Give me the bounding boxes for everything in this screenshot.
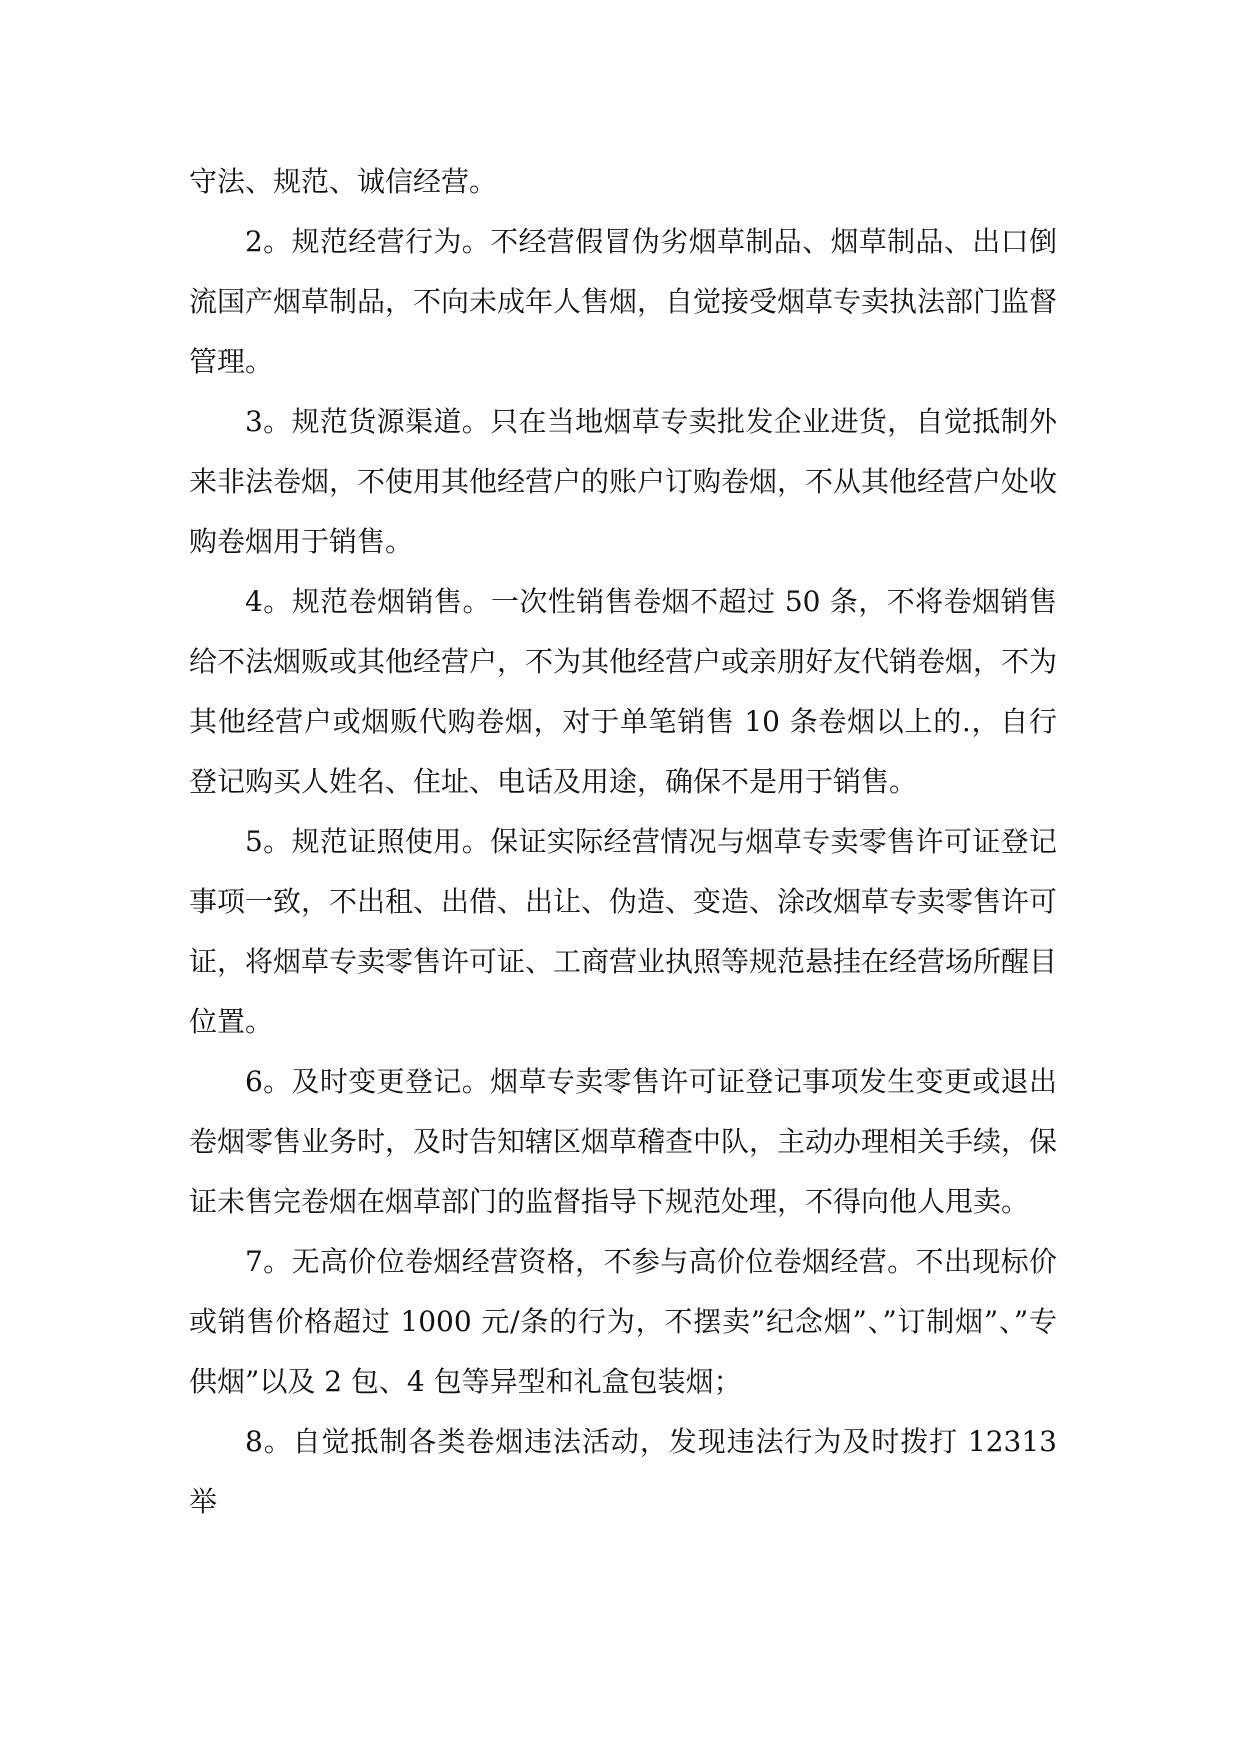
- paragraph-item-7: 7。无高价位卷烟经营资格，不参与高价位卷烟经营。不出现标价或销售价格超过 1000 元/条的行为，不摆卖”纪念烟”、”订制烟”、”专供烟”以及 2 包、4 包等异型和礼盒包装烟；: [189, 1245, 1057, 1398]
- paragraph-item-4: 4。规范卷烟销售。一次性销售卷烟不超过 50 条，不将卷烟销售给不法烟贩或其他经营户，不为其他经营户或亲朋好友代销卷烟，不为其他经营户或烟贩代购卷烟，对于单笔销售 10 条卷烟以上的.，自行登记购买人姓名、住址、电话及用途，确保不是用于销售。: [189, 585, 1058, 798]
- paragraph-item-6: 6。及时变更登记。烟草专卖零售许可证登记事项发生变更或退出卷烟零售业务时，及时告知辖区烟草稽查中队，主动办理相关手续，保证未售完卷烟在烟草部门的监督指导下规范处理，不得向他人甩卖。: [189, 1065, 1058, 1218]
- paragraph-continuation: 守法、规范、诚信经营。: [189, 165, 498, 198]
- paragraph-item-5: 5。规范证照使用。保证实际经营情况与烟草专卖零售许可证登记事项一致，不出租、出借、出让、伪造、变造、涂改烟草专卖零售许可证，将烟草专卖零售许可证、工商营业执照等规范悬挂在经营场所醒目位置。: [189, 825, 1058, 1038]
- document-body: [189, 152, 1057, 1532]
- paragraph-item-8: 8。自觉抵制各类卷烟违法活动，发现违法行为及时拨打 12313 举: [189, 1425, 1057, 1518]
- paragraph-item-2: 2。规范经营行为。不经营假冒伪劣烟草制品、烟草制品、出口倒流国产烟草制品，不向未成年人售烟，自觉接受烟草专卖执法部门监督管理。: [189, 225, 1058, 378]
- paragraph-item-3: 3。规范货源渠道。只在当地烟草专卖批发企业进货，自觉抵制外来非法卷烟，不使用其他经营户的账户订购卷烟，不从其他经营户处收购卷烟用于销售。: [189, 405, 1058, 558]
